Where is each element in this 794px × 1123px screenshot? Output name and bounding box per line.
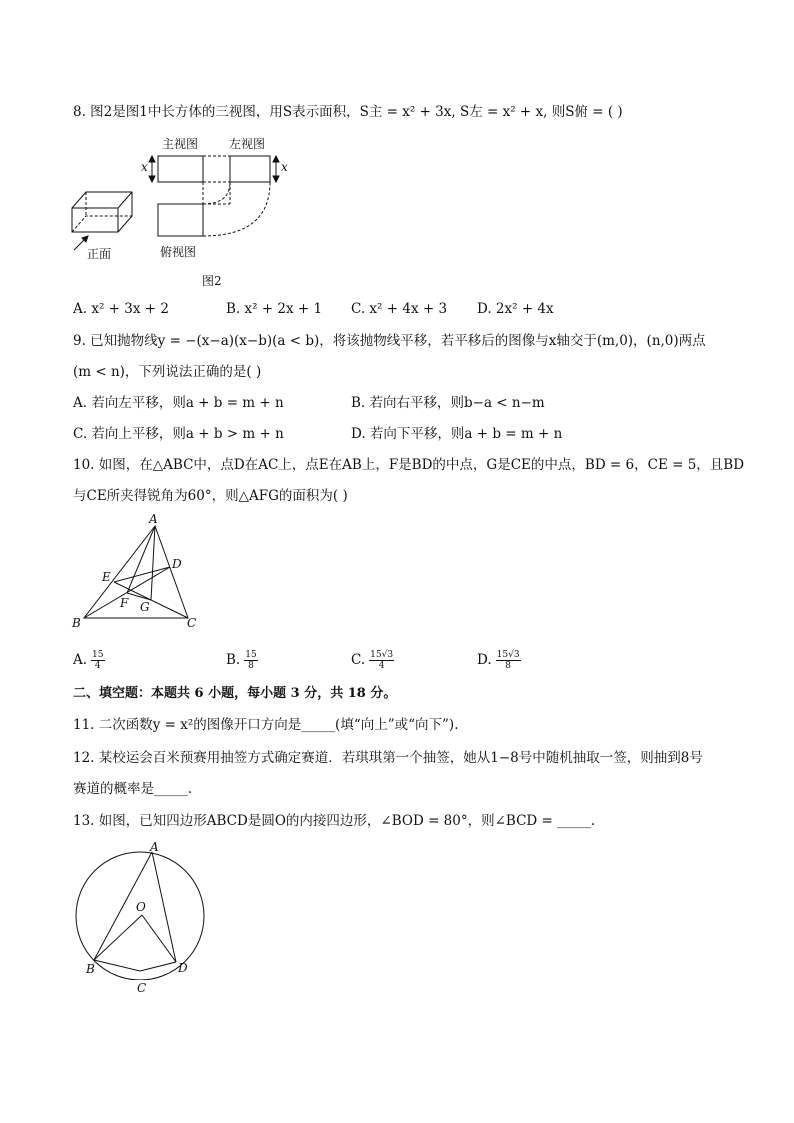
q9-stem-line2: (m < n)，下列说法正确的是( ) — [73, 364, 262, 380]
q10-option-c-letter: C. — [351, 652, 366, 668]
chord-cd — [140, 962, 176, 971]
circle-point-d-label: D — [178, 961, 188, 975]
q10-option-d[interactable] — [477, 650, 521, 671]
denominator: 8 — [248, 661, 254, 671]
q8-stem: 8. 图2是图1中长方体的三视图，用S表示面积，S主 = x² + 3x, S左 = x² + x, 则S俯 = ( ) — [73, 104, 623, 120]
q10-stem-line1: 10. 如图，在△ABC中，点D在AC上，点E在AB上，F是BD的中点，G是CE的中点，BD = 6，CE = 5，且BD — [73, 457, 745, 473]
top-view-rect — [158, 204, 203, 236]
point-c-label: C — [187, 616, 197, 630]
figure-caption: 图2 — [202, 274, 222, 288]
q9-option-d[interactable]: D. 若向下平移，则a + b = m + n — [351, 426, 563, 442]
numerator: 15√3 — [370, 650, 394, 660]
numerator: 15 — [92, 650, 104, 660]
point-g-label: G — [140, 600, 150, 614]
q10-option-c-fraction — [369, 650, 394, 671]
front-view-label: 主视图 — [162, 137, 199, 151]
circle-point-c-label: C — [137, 981, 147, 995]
circle-point-a-label: A — [150, 840, 159, 854]
q8-option-b[interactable]: B. x² + 2x + 1 — [226, 301, 323, 317]
point-b-label: B — [72, 616, 81, 630]
left-view-label: 左视图 — [229, 137, 266, 151]
circle-point-b-label: B — [86, 962, 95, 976]
q10-option-a-fraction — [91, 650, 104, 671]
q13-text: 13. 如图，已知四边形ABCD是圆O的内接四边形，∠BOD = 80°，则∠BCD = _____. — [73, 813, 596, 829]
point-f-label: F — [120, 596, 129, 610]
q10-option-b-letter: B. — [226, 652, 241, 668]
numerator: 15 — [245, 650, 257, 660]
q10-option-a-letter: A. — [73, 652, 88, 668]
x-dimension-left: x — [141, 160, 148, 174]
point-a-label: A — [149, 512, 158, 526]
q12-line1: 12. 某校运会百米预赛用抽签方式确定赛道．若琪琪第一个抽签，她从1−8号中随机抽取一签，则抽到8号 — [73, 750, 703, 766]
numerator: 15√3 — [496, 650, 520, 660]
radius-ob — [94, 915, 142, 960]
denominator: 4 — [378, 661, 385, 671]
q9-option-c[interactable]: C. 若向上平移，则a + b > m + n — [73, 426, 284, 442]
cuboid-drawing — [72, 192, 132, 250]
q8-option-a[interactable]: A. x² + 3x + 2 — [73, 301, 169, 317]
denominator: 4 — [94, 661, 101, 671]
circle-center-o-label: O — [136, 900, 146, 914]
q10-option-c[interactable] — [351, 650, 394, 671]
q10-option-d-fraction — [496, 650, 521, 671]
q10-option-a[interactable] — [73, 650, 105, 671]
segment-ag — [151, 526, 155, 600]
left-view-rect — [230, 156, 270, 182]
q9-stem-line1: 9. 已知抛物线y = −(x−a)(x−b)(a < b)，将该抛物线平移，若平移后的图像与x轴交于(m,0)，(n,0)两点 — [73, 333, 706, 349]
q10-stem-line2: 与CE所夹得锐角为60°，则△AFG的面积为( ) — [73, 488, 348, 504]
front-face-label: 正面 — [87, 247, 112, 261]
point-e-label: E — [102, 570, 111, 584]
top-view-label: 俯视图 — [160, 245, 197, 259]
chord-bc — [94, 960, 140, 971]
q10-option-b-fraction — [244, 650, 257, 671]
denominator: 8 — [505, 661, 511, 671]
projection-lines — [203, 156, 270, 236]
q8-option-c[interactable]: C. x² + 4x + 3 — [351, 301, 448, 317]
q12-line2: 赛道的概率是_____. — [73, 781, 193, 797]
segment-ed — [114, 567, 170, 582]
point-d-label: D — [172, 557, 182, 571]
q11-text: 11. 二次函数y = x²的图像开口方向是_____(填“向上”或“向下”). — [73, 717, 459, 733]
dimension-arrows — [149, 156, 279, 182]
q8-option-d[interactable]: D. 2x² + 4x — [477, 301, 554, 317]
x-dimension-right: x — [281, 160, 288, 174]
section-2-title: 二、填空题：本题共 6 小题，每小题 3 分，共 18 分。 — [73, 686, 397, 701]
q10-option-b[interactable] — [226, 650, 258, 671]
q9-option-b[interactable]: B. 若向右平移，则b−a < n−m — [351, 395, 545, 411]
q10-option-d-letter: D. — [477, 652, 492, 668]
front-view-rect — [158, 156, 203, 182]
q9-option-a[interactable]: A. 若向左平移，则a + b = m + n — [73, 395, 284, 411]
segment-af — [127, 526, 155, 593]
